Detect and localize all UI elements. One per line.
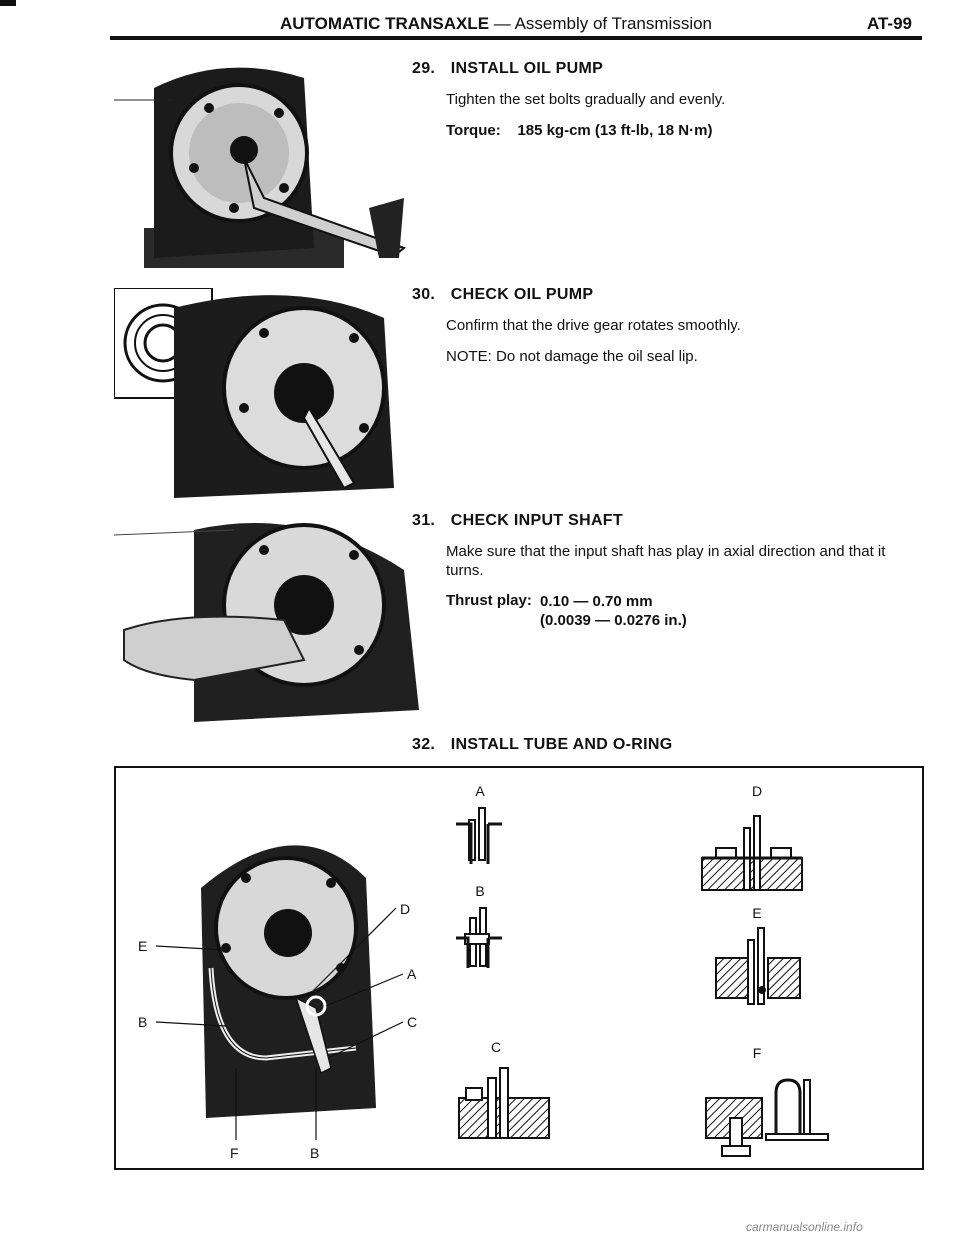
label-photo-b: B: [138, 1014, 148, 1030]
thrust-play-spec: [446, 592, 922, 630]
detail-d-figure: [702, 816, 802, 890]
torque-spec: [446, 121, 725, 140]
transmission-photo: [156, 845, 403, 1140]
page-code: AT-99: [866, 14, 912, 33]
label-photo-e: E: [138, 938, 148, 954]
step-number: 29.: [412, 60, 436, 77]
spec-value-imperial: (0.0039 — 0.0276 in.): [540, 612, 687, 629]
label-detail-c: C: [490, 1039, 502, 1055]
header-title: [280, 14, 712, 34]
detail-a-figure: [456, 808, 502, 864]
step-title: INSTALL TUBE AND O-RING: [450, 736, 673, 753]
detail-e-figure: [716, 928, 800, 1004]
header-section: AUTOMATIC TRANSAXLE: [280, 14, 490, 33]
step-title: CHECK INPUT SHAFT: [450, 512, 623, 529]
detail-b-figure: [456, 908, 502, 968]
detail-c-figure: [459, 1068, 549, 1138]
step-title: CHECK OIL PUMP: [450, 286, 594, 303]
corner-crop-mark: [0, 0, 16, 6]
label-detail-b: B: [475, 883, 485, 899]
step-text: Make sure that the input shaft has play in axial direction and that it turns.: [446, 543, 886, 579]
spec-value: 185 kg-cm (13 ft-lb, 18 N·m): [517, 122, 713, 139]
photo-check-input-shaft: [114, 510, 426, 722]
step-30: [412, 286, 741, 366]
step-number: 31.: [412, 512, 436, 529]
step-number: 30.: [412, 286, 436, 303]
header-subsection: Assembly of Transmission: [514, 14, 713, 33]
label-detail-d: D: [751, 783, 763, 799]
footer-watermark: carmanualsonline.info: [746, 1220, 863, 1234]
spec-label: Torque:: [446, 122, 501, 139]
detail-f-figure: [706, 1080, 828, 1156]
label-photo-c: C: [407, 1014, 418, 1030]
step-title: INSTALL OIL PUMP: [450, 60, 604, 77]
spec-label: Thrust play:: [446, 592, 532, 609]
header-rule: [110, 36, 922, 40]
label-detail-e: E: [752, 905, 762, 921]
photo-install-oil-pump: [114, 58, 414, 270]
step-text: Tighten the set bolts gradually and evenly.: [446, 91, 726, 108]
header-separator: —: [493, 14, 511, 33]
step-32: [412, 736, 673, 754]
diagram-svg: [116, 768, 922, 1168]
label-photo-f: F: [230, 1145, 239, 1161]
label-photo-d: D: [400, 901, 411, 917]
label-photo-a: A: [407, 966, 417, 982]
step-29: [412, 60, 726, 140]
photo-check-oil-pump: [114, 288, 414, 498]
label-photo-b2: B: [310, 1145, 320, 1161]
label-detail-f: F: [752, 1045, 762, 1061]
step-31: [412, 512, 922, 630]
step-note: NOTE: Do not damage the oil seal lip.: [446, 348, 698, 365]
step-number: 32.: [412, 736, 436, 753]
label-detail-a: A: [475, 783, 485, 799]
tube-oring-diagram: [114, 766, 924, 1170]
spec-value-metric: 0.10 — 0.70 mm: [540, 593, 653, 610]
step-text: Confirm that the drive gear rotates smoothly.: [446, 317, 741, 334]
